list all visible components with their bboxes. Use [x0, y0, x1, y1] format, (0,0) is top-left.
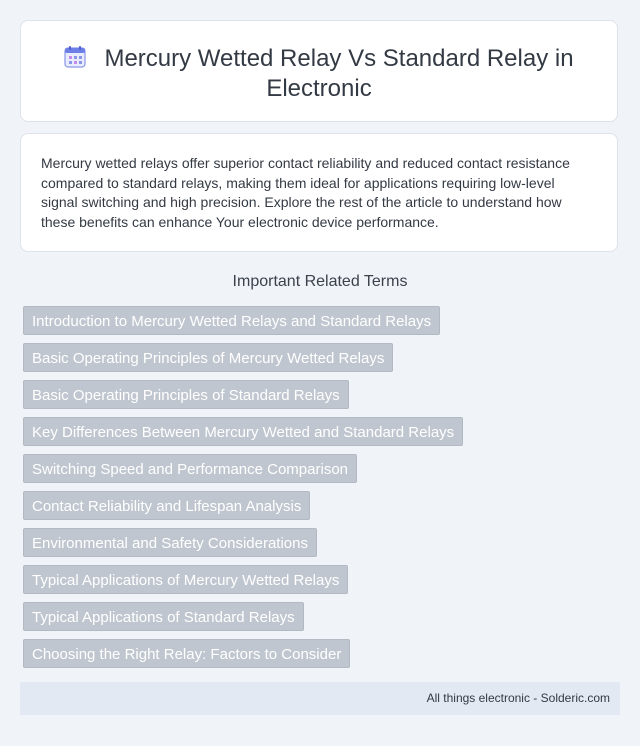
related-term-tag[interactable]: Environmental and Safety Considerations — [23, 528, 317, 557]
related-term-tag[interactable]: Basic Operating Principles of Mercury Wetted Relays — [23, 343, 393, 372]
related-term-tag[interactable]: Basic Operating Principles of Standard Relays — [23, 380, 349, 409]
intro-card — [20, 133, 618, 252]
related-term-tag[interactable]: Switching Speed and Performance Comparison — [23, 454, 357, 483]
related-term-tag[interactable]: Typical Applications of Standard Relays — [23, 602, 304, 631]
title-card — [20, 20, 618, 122]
related-terms-list — [23, 306, 623, 676]
calendar-icon — [64, 46, 86, 68]
footer-bar — [20, 682, 620, 715]
related-term-tag[interactable]: Contact Reliability and Lifespan Analysis — [23, 491, 310, 520]
footer-credit: All things electronic - Solderic.com — [426, 691, 610, 705]
page-title: Mercury Wetted Relay Vs Standard Relay in Electronic — [104, 45, 574, 102]
intro-text: Mercury wetted relays offer superior contact reliability and reduced contact resistance compared to standard relays, making them ideal for applications requiring low-level signal switching and high precision. Explore the rest of the article to understand how these benefits can enhance Your electronic device performance. — [41, 155, 570, 230]
related-term-tag[interactable]: Typical Applications of Mercury Wetted Relays — [23, 565, 348, 594]
page-title-wrap — [21, 44, 617, 104]
related-term-tag[interactable]: Key Differences Between Mercury Wetted and Standard Relays — [23, 417, 463, 446]
related-term-tag[interactable]: Choosing the Right Relay: Factors to Consider — [23, 639, 350, 668]
related-term-tag[interactable]: Introduction to Mercury Wetted Relays and Standard Relays — [23, 306, 440, 335]
related-terms-heading: Important Related Terms — [232, 273, 408, 290]
